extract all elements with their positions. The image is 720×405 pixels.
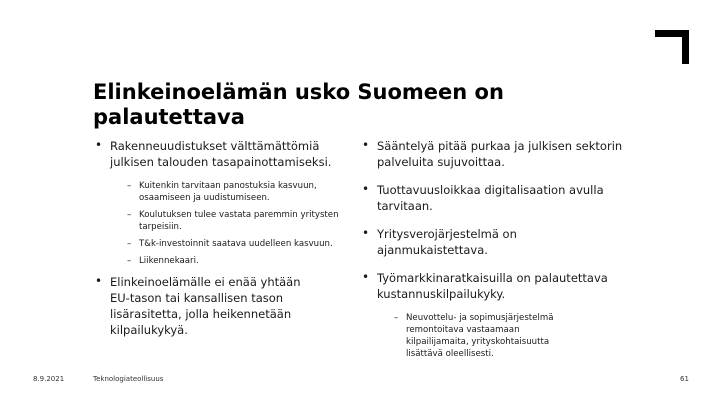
sub-bullet-transport: – Liikennekaari. xyxy=(93,255,363,267)
sub-bullet-rnd-investment: – T&k-investoinnit saatava uudelleen kasvuun. xyxy=(93,238,363,250)
bullet-deregulation: • Sääntelyä pitää purkaa ja julkisen sektorin palveluita sujuvoittaa. xyxy=(360,138,650,170)
sub-bullet-growth-investment: – Kuitenkin tarvitaan panostuksia kasvuun, osaamiseen ja uudistumiseen. xyxy=(93,180,363,204)
bullet-structural-reforms: • Rakenneuudistukset välttämättömiä julkisen talouden tasapainottamiseksi. xyxy=(93,138,363,170)
bullet-digitalisation: • Tuottavuusloikkaa digitalisaation avulla tarvitaan. xyxy=(360,182,650,214)
bullet-corporate-tax: • Yritysverojärjestelmä on ajanmukaistettava. xyxy=(360,226,650,258)
left-column xyxy=(93,138,363,338)
bullet-no-extra-burden: • Elinkeinoelämälle ei enää yhtään EU-tason tai kansallisen tason lisärasitetta, jolla heikennetään kilpailukykyä. xyxy=(93,274,363,338)
right-column xyxy=(360,138,650,360)
footer-page-number: 61 xyxy=(680,375,689,383)
sub-bullet-education: – Koulutuksen tulee vastata paremmin yritysten tarpeisiin. xyxy=(93,209,363,233)
sub-bullet-negotiation-system: – Neuvottelu- ja sopimusjärjestelmä remontoitava vastaamaan kilpailijamaita, yrityskohtaisuutta lisättävä oleellisesti. xyxy=(360,312,650,360)
slide-title: Elinkeinoelämän usko Suomeen on palautettava xyxy=(93,80,504,129)
logo-corner-icon xyxy=(655,30,689,64)
footer-date: 8.9.2021 xyxy=(33,375,65,383)
footer-organization: Teknologiateollisuus xyxy=(93,375,164,383)
bullet-labour-market: • Työmarkkinaratkaisuilla on palautettava kustannuskilpailukyky. xyxy=(360,270,650,302)
